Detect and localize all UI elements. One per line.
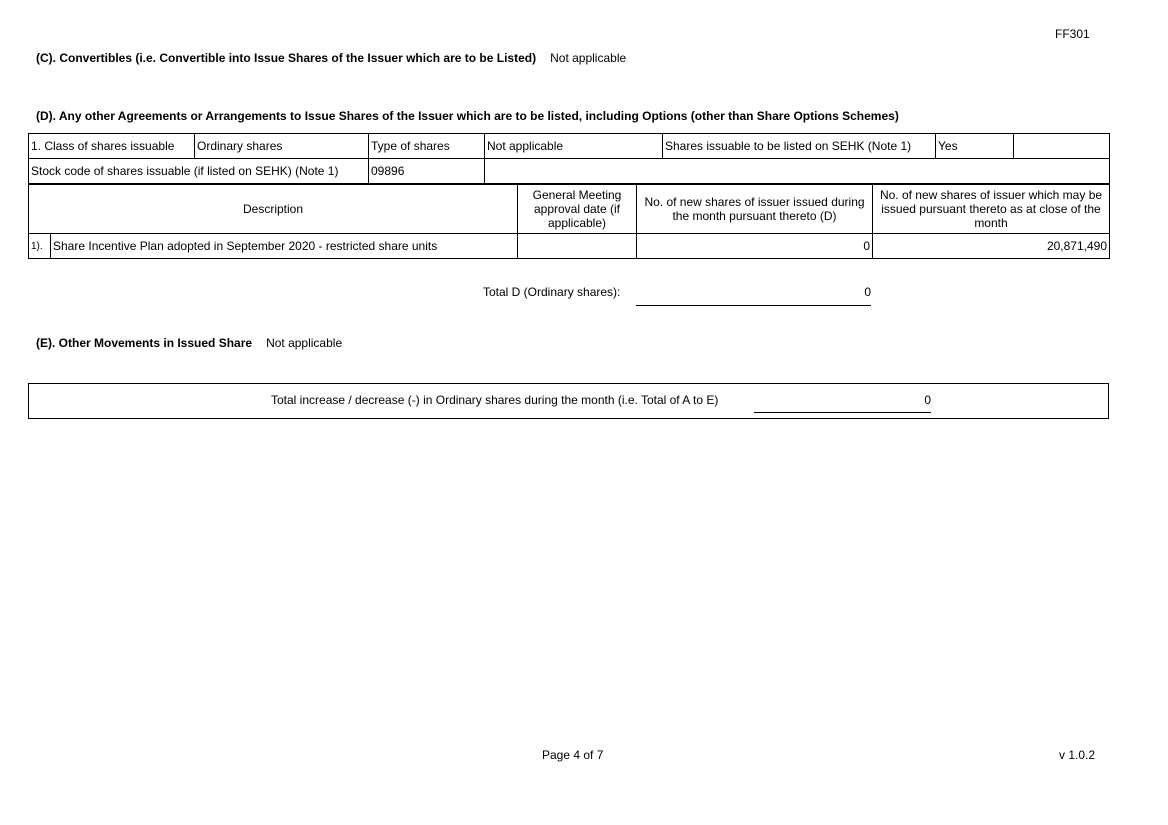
summary-value: 0 xyxy=(754,393,931,413)
section-e-heading xyxy=(36,336,342,350)
col-may-issue-header: No. of new shares of issuer which may be issued pursuant thereto as at close of the month xyxy=(873,185,1110,234)
section-c-heading xyxy=(36,51,626,65)
stock-code-row xyxy=(29,159,1110,184)
share-class-row xyxy=(29,134,1110,159)
class-value: Ordinary shares xyxy=(195,134,369,159)
table-row xyxy=(29,234,1110,259)
section-e-status: Not applicable xyxy=(266,336,343,350)
section-d-title: (D). Any other Agreements or Arrangements to Issue Shares of the Issuer which are to be listed, including Options (other than Share Options Schemes) xyxy=(36,109,899,123)
agreements-table xyxy=(28,184,1110,259)
summary-box xyxy=(28,383,1109,419)
type-value: Not applicable xyxy=(485,134,663,159)
summary-label: Total increase / decrease (-) in Ordinary shares during the month (i.e. Total of A to E) xyxy=(271,393,719,407)
stock-code-label: Stock code of shares issuable (if listed on SEHK) (Note 1) xyxy=(29,159,369,184)
class-label: 1. Class of shares issuable xyxy=(29,134,195,159)
share-class-info-table xyxy=(28,133,1110,184)
form-code: FF301 xyxy=(1055,27,1090,41)
agreements-header-row xyxy=(29,185,1110,234)
col-gm-approval-header: General Meeting approval date (if applicable) xyxy=(518,185,637,234)
section-c-title: (C). Convertibles (i.e. Convertible into Issue Shares of the Issuer which are to be Listed) xyxy=(36,51,537,65)
listed-value: Yes xyxy=(936,134,1014,159)
total-d-value: 0 xyxy=(636,285,871,306)
row-gm-date xyxy=(518,234,637,259)
section-e-title: (E). Other Movements in Issued Share xyxy=(36,336,253,350)
col-description-header: Description xyxy=(29,185,518,234)
col-issued-header: No. of new shares of issuer issued during the month pursuant thereto (D) xyxy=(637,185,873,234)
version-label: v 1.0.2 xyxy=(1059,748,1096,762)
type-label: Type of shares xyxy=(369,134,485,159)
row-index: 1). xyxy=(29,234,51,259)
listed-label: Shares issuable to be listed on SEHK (Note 1) xyxy=(663,134,936,159)
section-c-status: Not applicable xyxy=(550,51,627,65)
stock-code-value: 09896 xyxy=(369,159,485,184)
row-issued: 0 xyxy=(637,234,873,259)
total-d-label: Total D (Ordinary shares): xyxy=(483,285,621,299)
row-description: Share Incentive Plan adopted in September 2020 - restricted share units xyxy=(51,234,518,259)
row-may-issue: 20,871,490 xyxy=(873,234,1110,259)
blank-cell xyxy=(1014,134,1110,159)
blank-cell xyxy=(485,159,1110,184)
page-number: Page 4 of 7 xyxy=(542,748,604,762)
